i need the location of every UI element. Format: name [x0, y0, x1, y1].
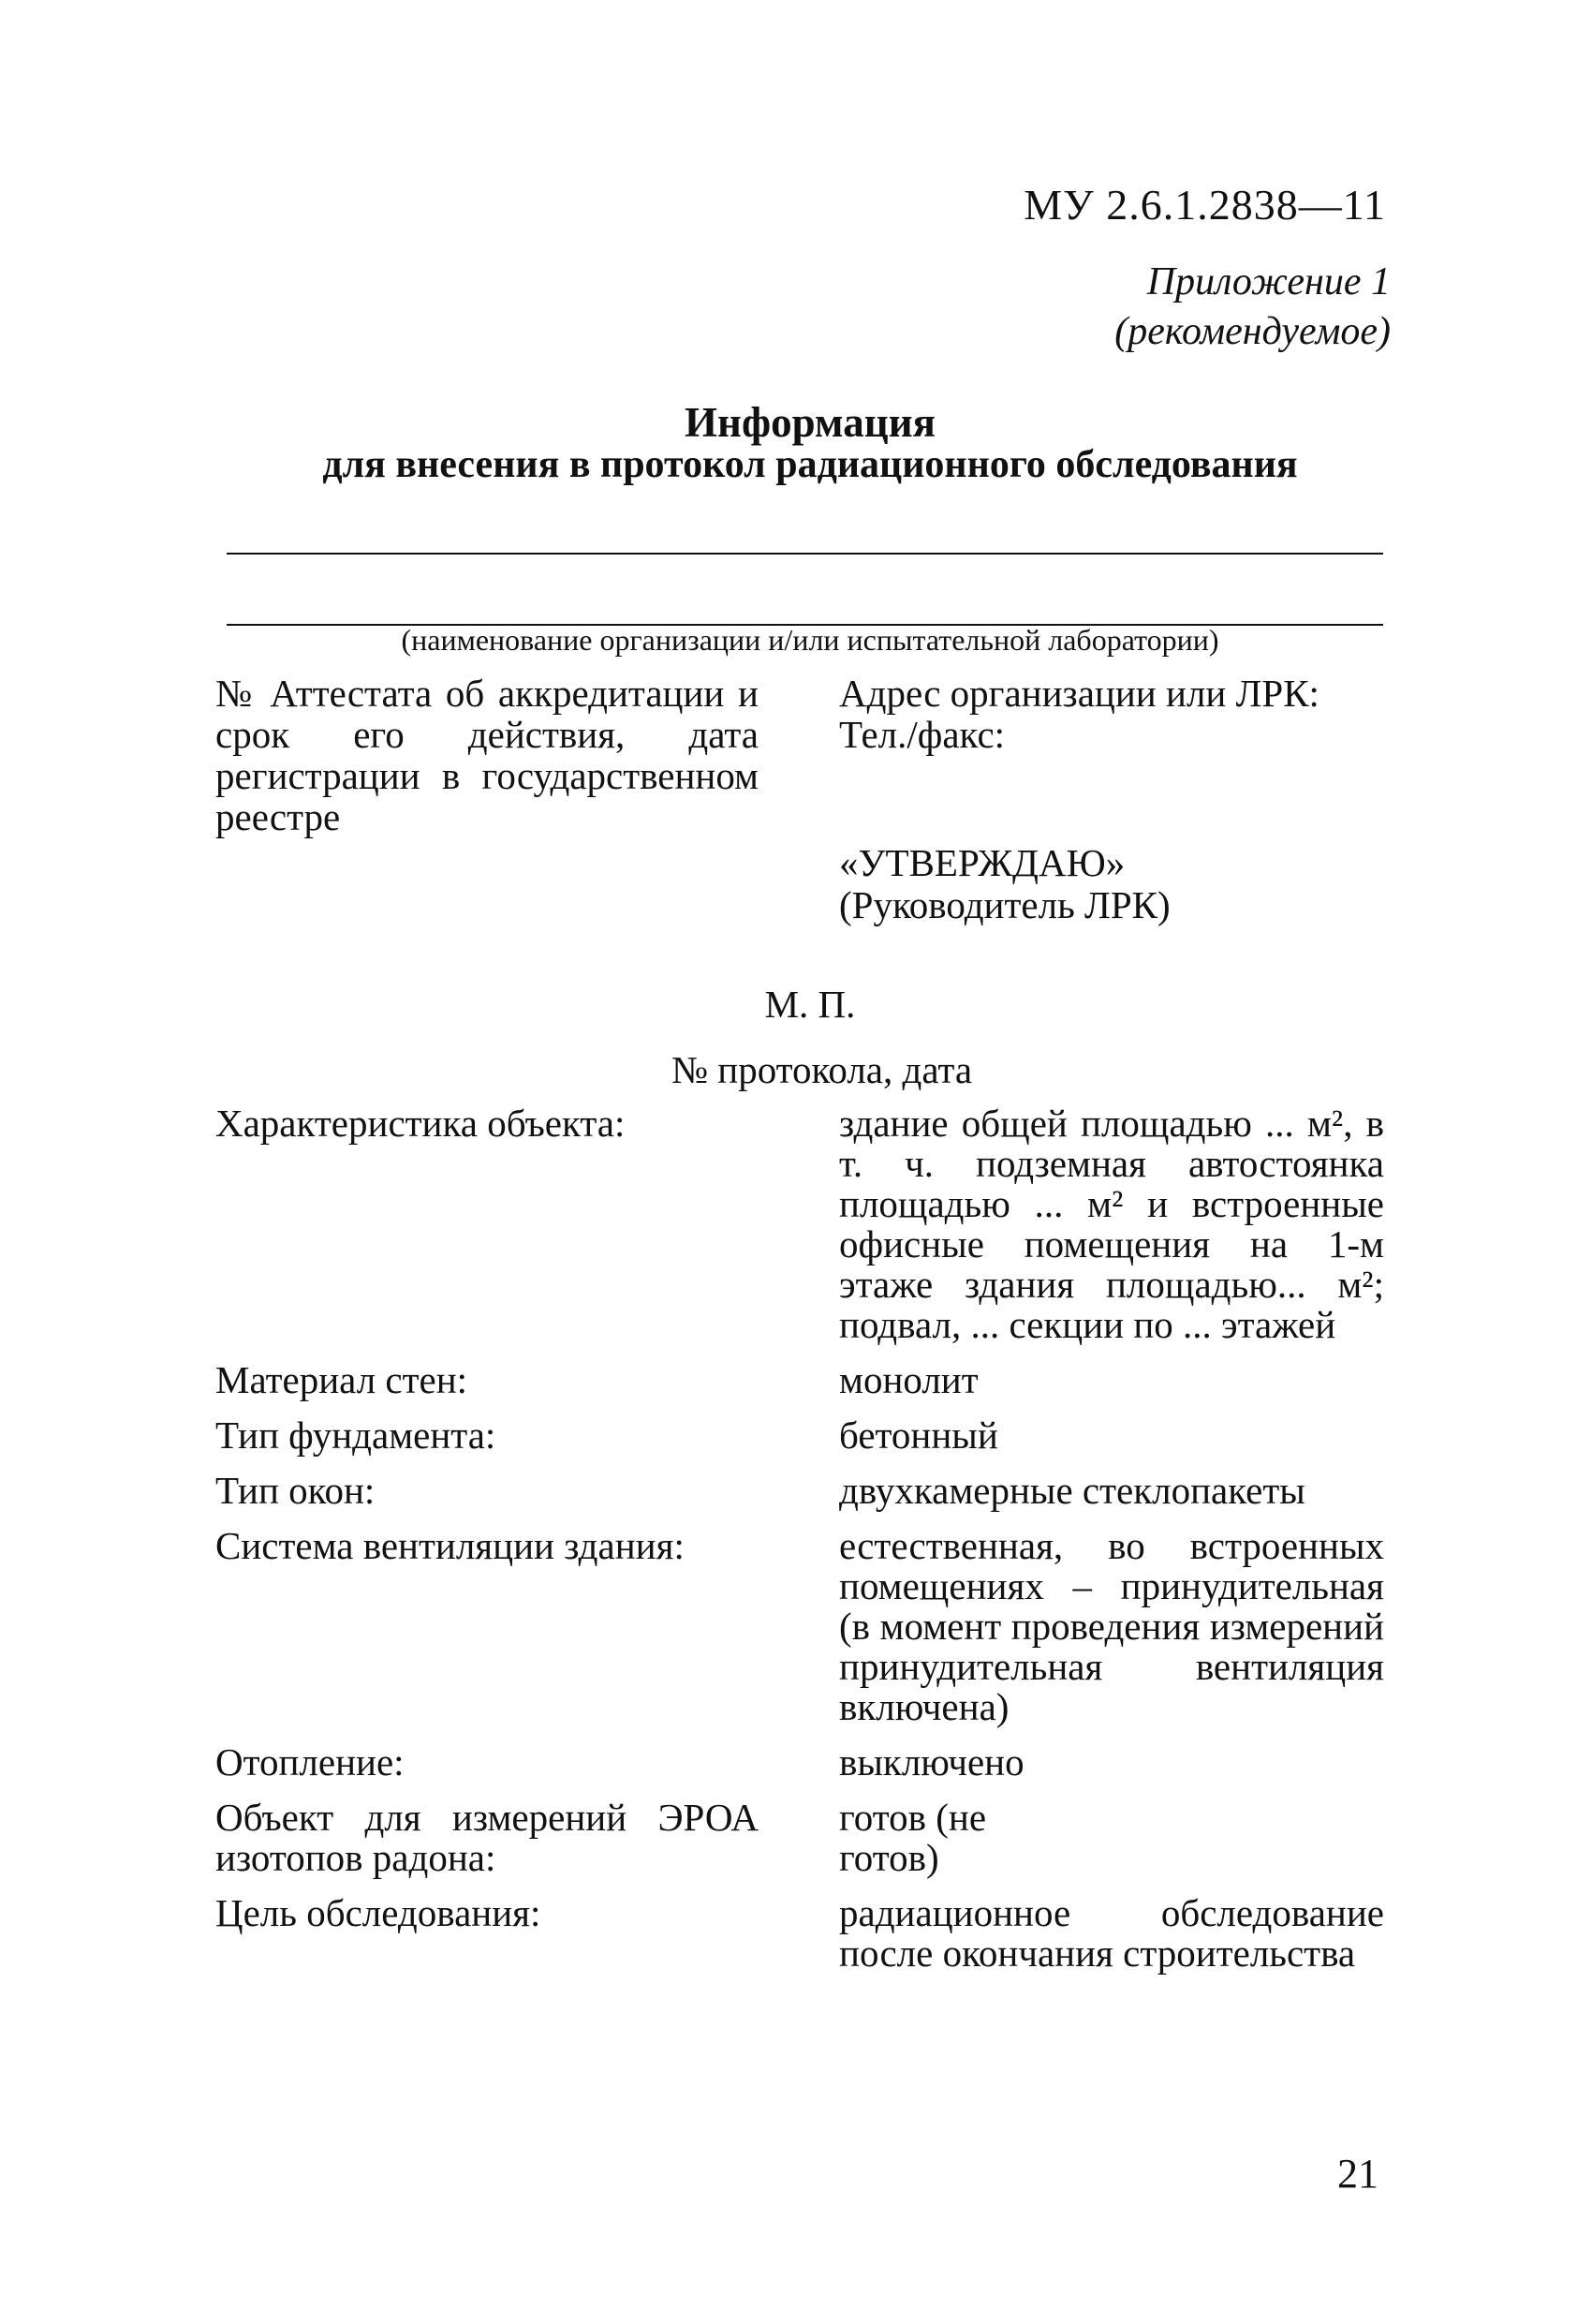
address-block: [839, 673, 1382, 755]
property-label: Объект для измерений ЭРОА изотопов радона:: [215, 1796, 759, 1879]
property-value: естественная, во встроенных помещениях – принудительная (в момент проведения измерений принудительная вентиляция включена): [839, 1524, 1384, 1728]
property-value: готов (не готов): [839, 1796, 987, 1879]
appendix-status: (рекомендуемое): [1114, 310, 1391, 353]
property-value: радиационное обследование после окончания строительства: [839, 1891, 1384, 1975]
property-label: Цель обследования:: [215, 1891, 541, 1934]
property-label: Тип фундамента:: [215, 1414, 496, 1457]
organization-caption: (наименование организации и/или испытательной лаборатории): [401, 623, 1219, 657]
property-row: [215, 1415, 1384, 1456]
address-label: Адрес организации или ЛРК:: [839, 672, 1319, 715]
property-value: бетонный: [839, 1414, 998, 1457]
property-row: [215, 1893, 1384, 1974]
protocol-number-line: № протокола, дата: [671, 1048, 973, 1091]
object-properties: [215, 1103, 1384, 1974]
property-value: монолит: [839, 1358, 979, 1401]
property-row: [215, 1103, 1384, 1345]
appendix-label: [1114, 258, 1391, 357]
property-value: выключено: [839, 1740, 1024, 1784]
stamp-placeholder: М. П.: [764, 983, 856, 1026]
page-title: Информация: [685, 399, 936, 446]
property-label: Характеристика объекта:: [215, 1102, 626, 1145]
page-subtitle: для внесения в протокол радиационного обследования: [322, 443, 1298, 486]
organization-blank-line-1: [227, 553, 1383, 555]
page-number: 21: [1337, 2151, 1378, 2197]
property-value: двухкамерные стеклопакеты: [839, 1469, 1305, 1512]
approver-title: (Руководитель ЛРК): [839, 883, 1171, 926]
approval-block: [839, 842, 1171, 926]
appendix-number: Приложение 1: [1146, 260, 1391, 303]
property-row: [215, 1798, 1384, 1878]
property-row: [215, 1526, 1384, 1727]
property-label: Материал стен:: [215, 1358, 468, 1401]
property-row: [215, 1742, 1384, 1783]
property-row: [215, 1360, 1384, 1400]
accreditation-block: № Аттестата об аккредитации и срок его действия, дата регистрации в государственном реестре: [215, 672, 759, 838]
property-label: Тип окон:: [215, 1469, 376, 1512]
property-row: [215, 1471, 1384, 1511]
approval-label: «УТВЕРЖДАЮ»: [839, 841, 1126, 884]
property-label: Система вентиляции здания:: [215, 1524, 685, 1567]
property-label: Отопление:: [215, 1740, 405, 1784]
document-code: МУ 2.6.1.2838—11: [1024, 181, 1386, 229]
property-value: здание общей площадью ... м², в т. ч. подземная автостоянка площадью ... м² и встроенные офисные помещения на 1-м этаже здания площадью... м²; подвал, ... секции по ... этажей: [839, 1102, 1384, 1346]
phone-fax-label: Тел./факс:: [839, 713, 1006, 756]
